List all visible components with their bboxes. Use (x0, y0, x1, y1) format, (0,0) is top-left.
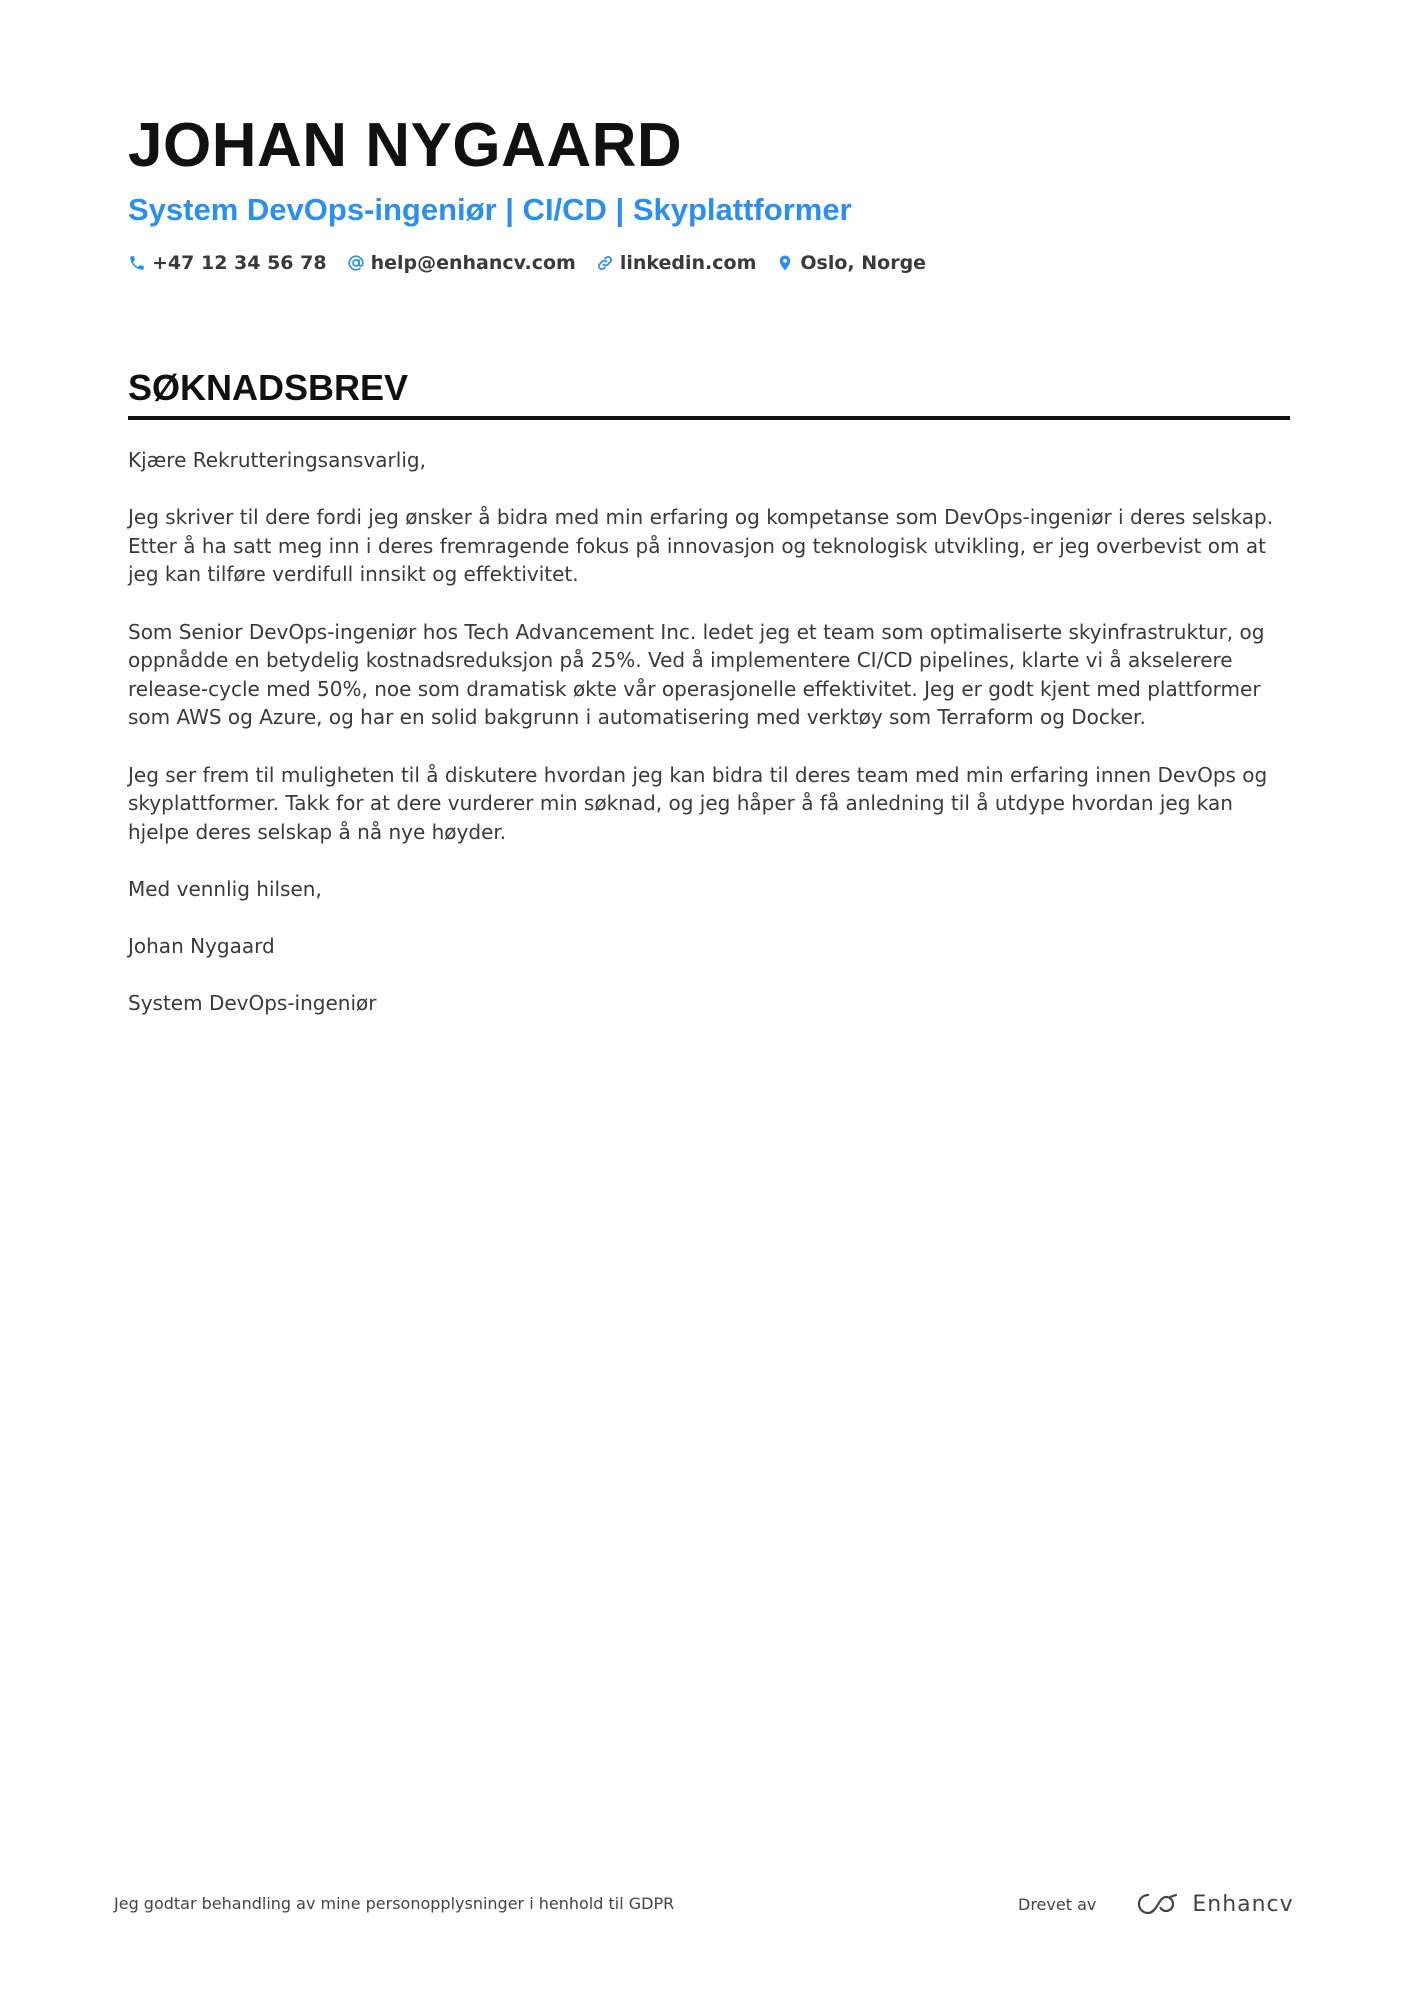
contact-phone (128, 252, 327, 274)
contact-location (776, 252, 926, 274)
powered-by[interactable] (1018, 1888, 1294, 1920)
contact-linkedin[interactable] (596, 252, 757, 274)
link-icon (596, 254, 614, 272)
enhancv-logo-icon (1136, 1891, 1182, 1917)
section-title: SØKNADSBREV (128, 367, 409, 408)
contact-info (128, 252, 1288, 274)
phone-text: +47 12 34 56 78 (152, 252, 327, 274)
job-title: System DevOps-ingeniør | CI/CD | Skyplattformer (128, 192, 852, 227)
paragraph-2: Som Senior DevOps-ingeniør hos Tech Advancement Inc. ledet jeg et team som optimaliserte skyinfrastruktur, og oppnådde en betydelig kostnadsreduksjon på 25%. Ved å implementere CI/CD pipelines, klarte vi å akselerere release-cycle med 50%, noe som dramatisk økte vår operasjonelle effektivitet. Jeg er godt kjent med plattformer som AWS og Azure, og har en solid bakgrunn i automatisering med verktøy som Terraform og Docker. (128, 619, 1265, 730)
salutation: Kjære Rekrutteringsansvarlig, (128, 448, 426, 472)
brand (1136, 1891, 1293, 1917)
paragraph-1: Jeg skriver til dere fordi jeg ønsker å bidra med min erfaring og kompetanse som DevOps-ingeniør i deres selskap. Etter å ha satt meg inn i deres fremragende fokus på innovasjon og teknologisk utvikling, er jeg overbevist om at jeg kan tilføre verdifull innsikt og effektivitet. (128, 505, 1274, 587)
brand-name: Enhancv (1192, 1891, 1294, 1917)
at-icon (347, 254, 365, 272)
gdpr-consent: Jeg godtar behandling av mine personopplysninger i henhold til GDPR (114, 1894, 675, 1913)
header (128, 110, 1288, 274)
location-text: Oslo, Norge (800, 252, 927, 274)
email-text: help@enhancv.com (370, 252, 576, 274)
signature-title: System DevOps-ingeniør (128, 991, 377, 1016)
phone-icon (128, 254, 146, 272)
contact-email[interactable] (347, 252, 576, 274)
location-pin-icon (776, 254, 794, 272)
linkedin-text: linkedin.com (619, 252, 757, 274)
section-divider (128, 416, 1290, 420)
letter-body (128, 446, 1290, 1018)
closing: Med vennlig hilsen, (128, 876, 322, 901)
paragraph-3: Jeg ser frem til muligheten til å diskutere hvordan jeg kan bidra til deres team med min erfaring innen DevOps og skyplattformer. Takk for at dere vurderer min søknad, og jeg håper å få anledning til å utdype hvordan jeg kan hjelpe deres selskap å nå nye høyder. (128, 762, 1268, 844)
candidate-name: JOHAN NYGAARD (128, 111, 683, 180)
powered-by-label: Drevet av (1018, 1894, 1097, 1914)
signature-name: Johan Nygaard (128, 934, 275, 959)
cover-letter-section (128, 366, 1290, 1046)
